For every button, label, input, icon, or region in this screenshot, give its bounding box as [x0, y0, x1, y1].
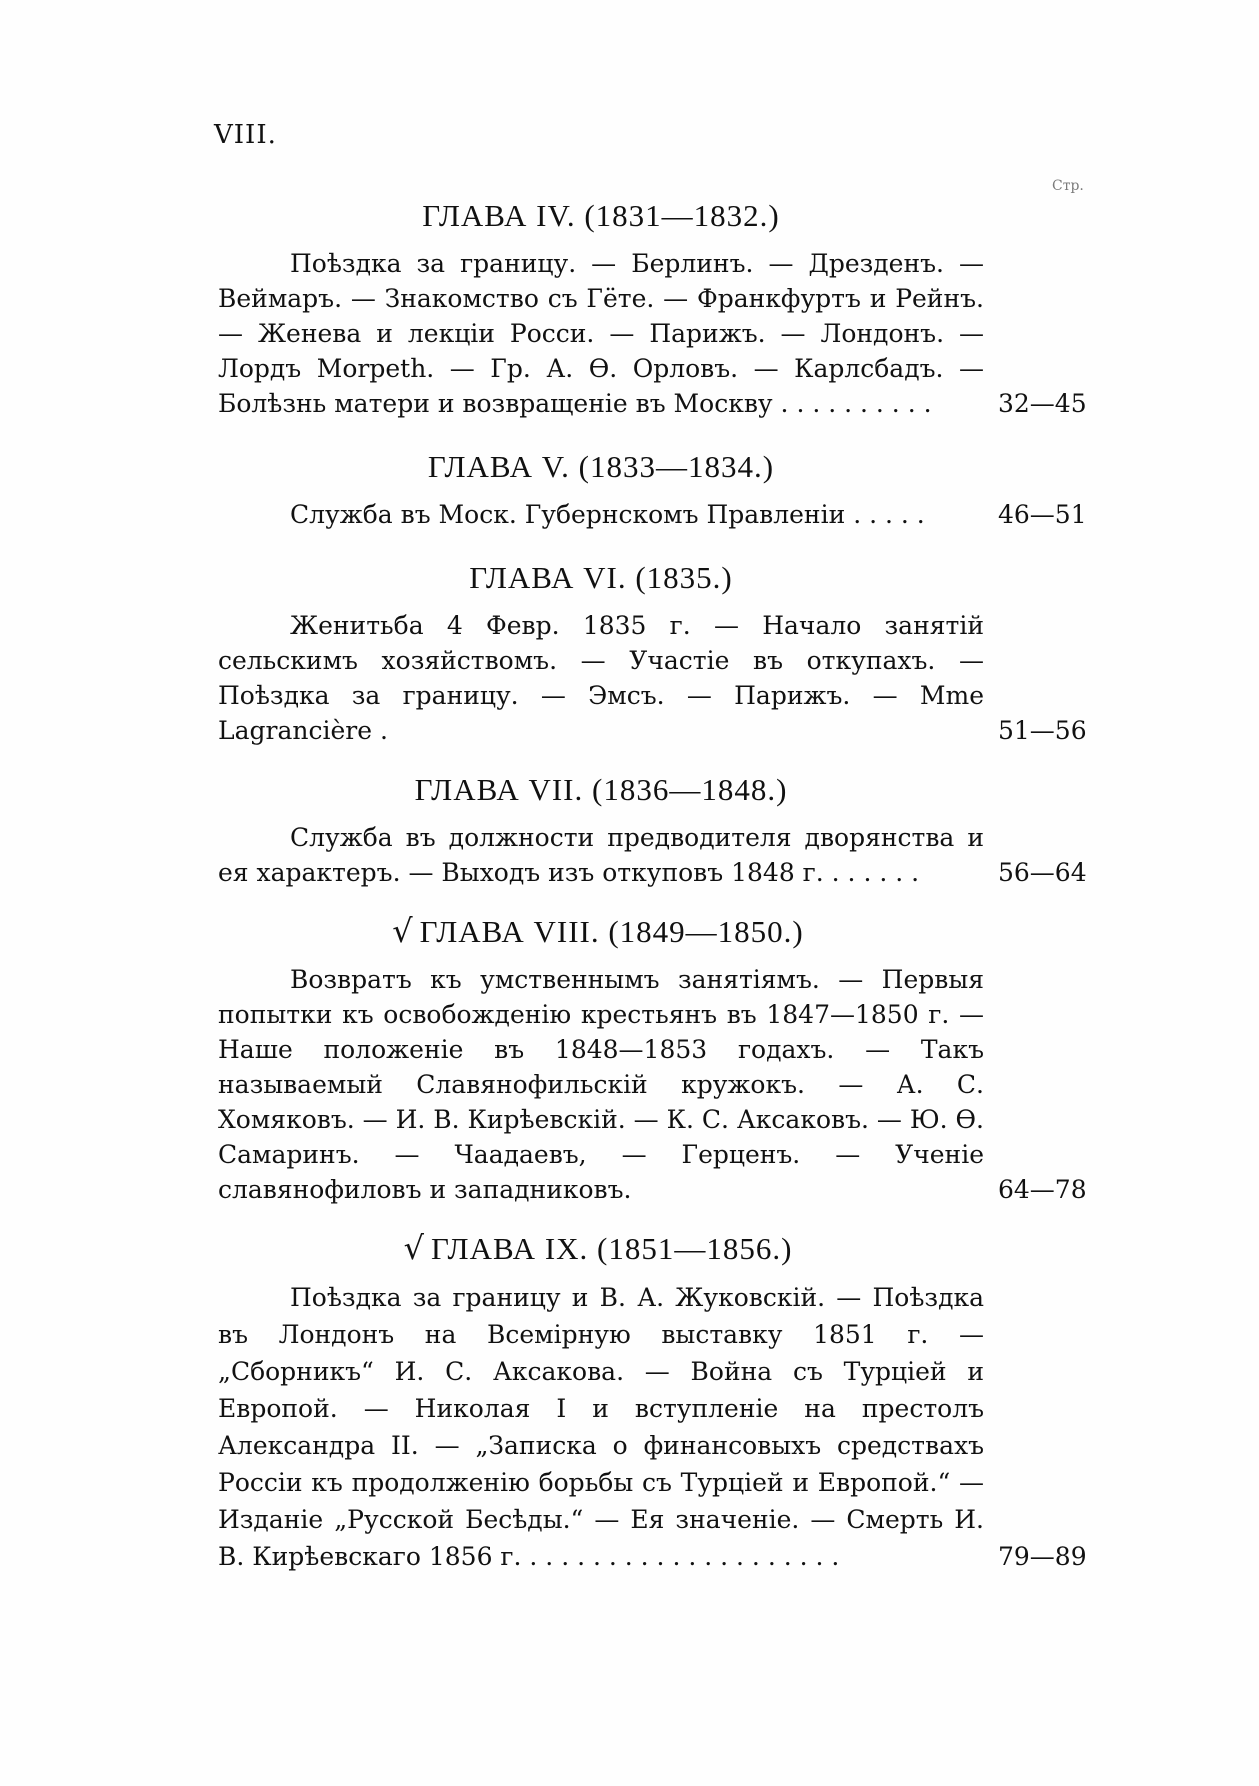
chapter-entry	[218, 196, 1118, 421]
chapter-heading	[218, 770, 978, 808]
chapter-heading	[218, 558, 978, 596]
chapter-heading	[218, 912, 978, 950]
chapter-summary-row	[218, 608, 1118, 748]
chapter-pages: 56—64	[998, 858, 1087, 887]
chapter-heading	[218, 1229, 978, 1267]
chapter-summary-row	[218, 962, 1118, 1207]
chapter-summary: Служба въ должности предводителя дворянства и ея характеръ. — Выходъ изъ откуповъ 1848 г. . . . . . .	[218, 823, 984, 887]
chapter-pages: 79—89	[998, 1542, 1087, 1571]
page-number: VIII.	[214, 120, 277, 150]
chapter-summary-row	[218, 497, 1118, 532]
chapter-pages: 32—45	[998, 389, 1087, 418]
chapter-heading	[218, 447, 978, 485]
check-mark-icon: √	[392, 912, 414, 950]
chapter-title: ГЛАВА IV. (1831—1832.)	[422, 198, 780, 233]
chapter-title: ГЛАВА V. (1833—1834.)	[427, 449, 775, 484]
chapter-summary-row	[218, 246, 1118, 421]
chapter-entry	[218, 447, 1118, 532]
chapter-entry	[218, 558, 1118, 748]
chapter-pages: 46—51	[998, 500, 1087, 529]
chapter-entry	[218, 770, 1118, 890]
chapter-title: ГЛАВА VIII. (1849—1850.)	[419, 914, 804, 949]
table-of-contents	[218, 196, 1118, 1575]
chapter-summary: Женитьба 4 Февр. 1835 г. — Начало занятій сельскимъ хозяйствомъ. — Участіе въ откупахъ. — Поѣздка за границу. — Эмсъ. — Парижъ. — Mme Lagrancière .	[218, 611, 984, 745]
check-mark-icon: √	[403, 1229, 425, 1267]
chapter-entry	[218, 1229, 1118, 1575]
chapter-summary-row	[218, 1279, 1118, 1575]
pages-column-label: Стр.	[1052, 178, 1084, 194]
chapter-summary: Служба въ Моск. Губернскомъ Правленіи . . . . .	[290, 500, 925, 529]
chapter-summary: Поѣздка за границу. — Берлинъ. — Дрезденъ. — Веймаръ. — Знакомство съ Гёте. — Франкфуртъ и Рейнъ. — Женева и лекціи Росси. — Парижъ. — Лондонъ. — Лордъ Morpeth. — Гр. А. Ѳ. Орловъ. — Карлсбадъ. — Болѣзнь матери и возвращеніе въ Москву . . . . . . . . . .	[218, 249, 984, 418]
chapter-summary: Возвратъ къ умственнымъ занятіямъ. — Первыя попытки къ освобожденію крестьянъ въ 1847—1850 г. — Наше положеніе въ 1848—1853 годахъ. — Такъ называемый Славянофильскій кружокъ. — А. С. Хомяковъ. — И. В. Кирѣевскій. — К. С. Аксаковъ. — Ю. Ѳ. Самаринъ. — Чаадаевъ, — Герценъ. — Ученіе славянофиловъ и западниковъ.	[218, 965, 985, 1204]
chapter-title: ГЛАВА VI. (1835.)	[469, 560, 733, 595]
chapter-summary: Поѣздка за границу и В. А. Жуковскій. — Поѣздка въ Лондонъ на Всемірную выставку 1851 г. — „Сборникъ“ И. С. Аксакова. — Война съ Турціей и Европой. — Николая I и вступленіе на престолъ Александра II. — „Записка о финансовыхъ средствахъ Россіи къ продолженію борьбы съ Турціей и Европой.“ — Изданіе „Русской Бесѣды.“ — Ея значеніе. — Смерть И. В. Кирѣевскаго 1856 г. . . . . . . . . . . . . . . . . . . . .	[218, 1283, 984, 1571]
chapter-pages: 51—56	[998, 716, 1087, 745]
chapter-title: ГЛАВА VII. (1836—1848.)	[414, 772, 788, 807]
chapter-pages: 64—78	[998, 1175, 1087, 1204]
chapter-heading	[218, 196, 978, 234]
chapter-entry	[218, 912, 1118, 1207]
chapter-title: ГЛАВА IX. (1851—1856.)	[430, 1231, 793, 1266]
chapter-summary-row	[218, 820, 1118, 890]
